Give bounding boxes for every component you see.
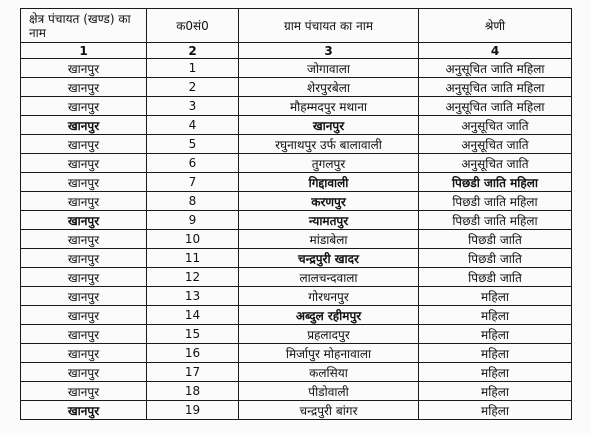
table-row bbox=[21, 287, 572, 306]
category-cell: महिला bbox=[419, 287, 572, 306]
table-row bbox=[21, 363, 572, 382]
block-cell: खानपुर bbox=[21, 97, 147, 116]
block-cell: खानपुर bbox=[21, 325, 147, 344]
table-row bbox=[21, 230, 572, 249]
block-cell: खानपुर bbox=[21, 230, 147, 249]
serial-cell: 2 bbox=[147, 78, 239, 97]
table-row bbox=[21, 135, 572, 154]
village-cell: चन्द्रपुरी बांगर bbox=[239, 401, 419, 420]
table-row bbox=[21, 211, 572, 230]
category-cell: पिछडी जाति bbox=[419, 249, 572, 268]
category-cell: पिछडी जाति महिला bbox=[419, 192, 572, 211]
category-cell: पिछडी जाति bbox=[419, 230, 572, 249]
block-cell: खानपुर bbox=[21, 287, 147, 306]
serial-cell: 17 bbox=[147, 363, 239, 382]
serial-cell: 16 bbox=[147, 344, 239, 363]
category-cell: महिला bbox=[419, 344, 572, 363]
column-number: 2 bbox=[147, 43, 239, 59]
village-cell: प्रहलादपुर bbox=[239, 325, 419, 344]
table-row bbox=[21, 192, 572, 211]
village-cell: मौहम्मदपुर मथाना bbox=[239, 97, 419, 116]
table-row bbox=[21, 59, 572, 78]
block-cell: खानपुर bbox=[21, 382, 147, 401]
table-row bbox=[21, 249, 572, 268]
serial-cell: 19 bbox=[147, 401, 239, 420]
category-cell: अनुसूचित जाति महिला bbox=[419, 97, 572, 116]
category-cell: अनुसूचित जाति bbox=[419, 116, 572, 135]
category-cell: पिछडी जाति महिला bbox=[419, 211, 572, 230]
village-cell: शेरपुरबेला bbox=[239, 78, 419, 97]
table-row bbox=[21, 78, 572, 97]
header-row bbox=[21, 9, 572, 43]
category-cell: महिला bbox=[419, 306, 572, 325]
block-cell: खानपुर bbox=[21, 135, 147, 154]
header-block-name: क्षेत्र पंचायत (खण्ड) का नाम bbox=[21, 9, 147, 43]
table-row bbox=[21, 382, 572, 401]
serial-cell: 12 bbox=[147, 268, 239, 287]
table-row bbox=[21, 173, 572, 192]
block-cell: खानपुर bbox=[21, 116, 147, 135]
block-cell: खानपुर bbox=[21, 78, 147, 97]
block-cell: खानपुर bbox=[21, 268, 147, 287]
header-category: श्रेणी bbox=[419, 9, 572, 43]
serial-cell: 8 bbox=[147, 192, 239, 211]
block-cell: खानपुर bbox=[21, 192, 147, 211]
serial-cell: 15 bbox=[147, 325, 239, 344]
block-cell: खानपुर bbox=[21, 401, 147, 420]
village-cell: लालचन्दवाला bbox=[239, 268, 419, 287]
village-cell: मांडाबेला bbox=[239, 230, 419, 249]
table-row bbox=[21, 97, 572, 116]
category-cell: महिला bbox=[419, 401, 572, 420]
serial-cell: 7 bbox=[147, 173, 239, 192]
category-cell: पिछडी जाति महिला bbox=[419, 173, 572, 192]
village-cell: जोगावाला bbox=[239, 59, 419, 78]
serial-cell: 3 bbox=[147, 97, 239, 116]
category-cell: अनुसूचित जाति महिला bbox=[419, 59, 572, 78]
header-serial-number: क0सं0 bbox=[147, 9, 239, 43]
serial-cell: 11 bbox=[147, 249, 239, 268]
serial-cell: 9 bbox=[147, 211, 239, 230]
block-cell: खानपुर bbox=[21, 154, 147, 173]
block-cell: खानपुर bbox=[21, 344, 147, 363]
block-cell: खानपुर bbox=[21, 211, 147, 230]
village-cell: अब्दुल रहीमपुर bbox=[239, 306, 419, 325]
column-number-row bbox=[21, 43, 572, 59]
block-cell: खानपुर bbox=[21, 59, 147, 78]
reservation-table bbox=[20, 8, 572, 420]
table-row bbox=[21, 154, 572, 173]
column-number: 3 bbox=[239, 43, 419, 59]
category-cell: पिछडी जाति bbox=[419, 268, 572, 287]
category-cell: अनुसूचित जाति bbox=[419, 135, 572, 154]
village-cell: कलसिया bbox=[239, 363, 419, 382]
table-row bbox=[21, 116, 572, 135]
serial-cell: 5 bbox=[147, 135, 239, 154]
column-number: 1 bbox=[21, 43, 147, 59]
village-cell: चन्द्रपुरी खादर bbox=[239, 249, 419, 268]
header-village-name: ग्राम पंचायत का नाम bbox=[239, 9, 419, 43]
column-number: 4 bbox=[419, 43, 572, 59]
serial-cell: 1 bbox=[147, 59, 239, 78]
block-cell: खानपुर bbox=[21, 306, 147, 325]
village-cell: मिर्जापुर मोहनावाला bbox=[239, 344, 419, 363]
table-row bbox=[21, 325, 572, 344]
block-cell: खानपुर bbox=[21, 173, 147, 192]
category-cell: अनुसूचित जाति महिला bbox=[419, 78, 572, 97]
table-row bbox=[21, 306, 572, 325]
category-cell: महिला bbox=[419, 325, 572, 344]
village-cell: करणपुर bbox=[239, 192, 419, 211]
table-body bbox=[21, 59, 572, 420]
serial-cell: 18 bbox=[147, 382, 239, 401]
table-header bbox=[21, 9, 572, 59]
village-cell: पीडोवाली bbox=[239, 382, 419, 401]
serial-cell: 13 bbox=[147, 287, 239, 306]
table-row bbox=[21, 344, 572, 363]
block-cell: खानपुर bbox=[21, 249, 147, 268]
village-cell: तुगलपुर bbox=[239, 154, 419, 173]
serial-cell: 14 bbox=[147, 306, 239, 325]
table-row bbox=[21, 268, 572, 287]
village-cell: गिद्दावाली bbox=[239, 173, 419, 192]
village-cell: न्यामतपुर bbox=[239, 211, 419, 230]
block-cell: खानपुर bbox=[21, 363, 147, 382]
table-row bbox=[21, 401, 572, 420]
village-cell: खानपुर bbox=[239, 116, 419, 135]
serial-cell: 10 bbox=[147, 230, 239, 249]
village-cell: गोरधनपुर bbox=[239, 287, 419, 306]
serial-cell: 6 bbox=[147, 154, 239, 173]
serial-cell: 4 bbox=[147, 116, 239, 135]
category-cell: अनुसूचित जाति bbox=[419, 154, 572, 173]
category-cell: महिला bbox=[419, 382, 572, 401]
category-cell: महिला bbox=[419, 363, 572, 382]
village-cell: रघुनाथपुर उर्फ बालावाली bbox=[239, 135, 419, 154]
